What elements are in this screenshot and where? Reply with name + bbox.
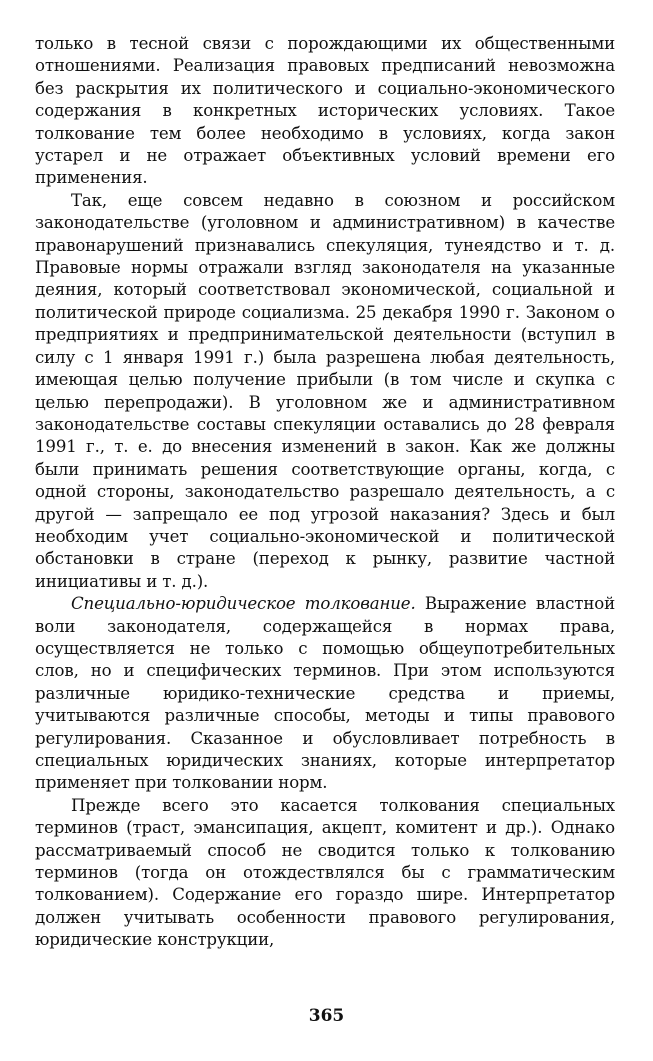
- paragraph-1-text: только в тесной связи с порождающими их общественными отношениями. Реализация правовых предписаний невозможна без раскрытия их политического и социально-экономического содержания в конкретных исторических условиях. Такое толкование тем более необходимо в условиях, когда закон устарел и не отражает объективных условий времени его применения.: [35, 34, 615, 188]
- paragraph-4-text: Прежде всего это касается толкования специальных терминов (траст, эмансипация, акцепт, комитент и др.). Однако рассматриваемый способ не сводится только к толкованию терминов (тогда он отождествлялся бы с грамматическим толкованием). Содержание его гораздо шире. Интерпретатор должен учитывать особенности правового регулирования, юридические конструкции,: [35, 795, 615, 950]
- paragraph-4: [35, 795, 615, 952]
- paragraph-2: [35, 190, 615, 593]
- page-body: [35, 33, 615, 952]
- paragraph-3-text: Выражение властной воли законодателя, содержащейся в нормах права, осуществляется не только с помощью общеупотребительных слов, но и специфических терминов. При этом используются различные юридико-технические средства и приемы, учитываются различные способы, методы и типы правового регулирования. Сказанное и обусловливает потребность в специальных юридических знаниях, которые интерпретатор применяет при толковании норм.: [35, 594, 615, 793]
- paragraph-1: [35, 33, 615, 190]
- paragraph-3-lead-in: Специально-юридическое толкование.: [71, 594, 416, 614]
- paragraph-2-text: Так, еще совсем недавно в союзном и российском законодательстве (уголовном и административном) в качестве правонарушений признавались спекуляция, тунеядство и т. д. Правовые нормы отражали взгляд законодателя на указанные деяния, который соответствовал экономической, социальной и политической природе социализма. 25 декабря 1990 г. Законом о предприятиях и предпринимательской деятельности (вступил в силу с 1 января 1991 г.) была разрешена любая деятельность, имеющая целью получение прибыли (в том числе и скупка с целью перепродажи). В уголовном же и административном законодательстве составы спекуляции оставались до 28 февраля 1991 г., т. е. до внесения изменений в закон. Как же должны были принимать решения соответствующие органы, когда, с одной стороны, законодательство разрешало деятельность, а с другой — запрещало ее под угрозой наказания? Здесь и был необходим учет социально-экономической и политической обстановки в стране (переход к рынку, развитие частной инициативы и т. д.).: [35, 190, 615, 591]
- page-number: 365: [308, 1006, 345, 1026]
- paragraph-3: [35, 593, 615, 795]
